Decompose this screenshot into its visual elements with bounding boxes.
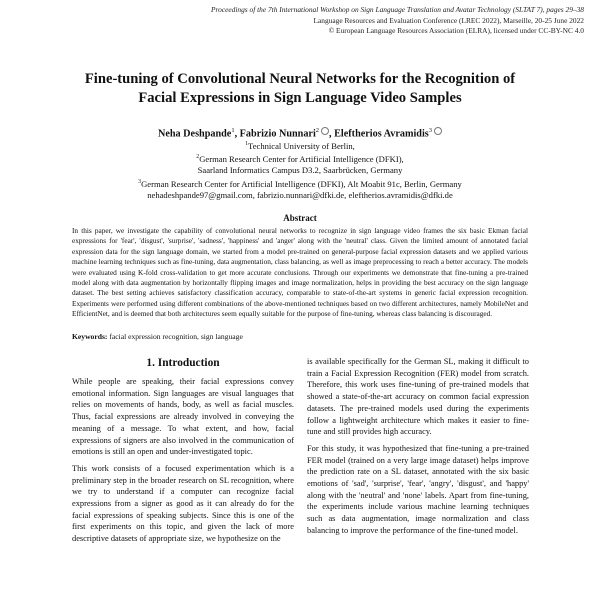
author-emails: nehadeshpande97@gmail.com, fabrizio.nunnari@dfki.de, eleftherios.avramidis@dfki.de [147,189,453,200]
author-affil-mark: 1 [231,127,235,134]
paragraph: While people are speaking, their facial expressions convey emotional information. Sign languages are visual languages that relies on movements of hands, body, as well as facial muscles. Thus, facial expressions are already involved in conveying the meaning of a message. To what extent, and how, facial expressions of signers are also involved in the communication of emotions is still an open and under-investigated topic. [72,377,294,457]
header-conference: Language Resources and Evaluation Conference (LREC 2022), Marseille, 20-25 June 2022 [313,15,584,25]
paper-title [30,70,570,108]
paragraph: is available specifically for the German SL, making it difficult to train a Facial Expression Recognition (FER) model from scratch. Therefore, this work uses fine-tuning of pre-trained models that showed a state-of-the-art accuracy on common facial expression datasets. The pre-trained models used during the experiments follow a lightweight architecture which makes it easier to fine-tune and still provides high accuracy. [307,357,529,437]
paragraph: This work consists of a focused experimentation which is a preliminary step in the broader research on SL recognition, where we try to understand if a computer can recognize facial expressions from a signer as good as it can already do for the facial expressions of speaking subjects. Since this is one of the first experiments on this topic, and given the lack of more descriptive datasets of appropriate size, we hypothesize on the [72,463,294,544]
author-name: Eleftherios Avramidis [334,128,429,140]
affiliations [30,139,570,201]
title-line-2: Facial Expressions in Sign Language Video Samples [138,90,462,106]
keywords-label: Keywords: [72,332,108,341]
paragraph: For this study, it was hypothesized that fine-tuning a pre-trained FER model (trained on a very large image dataset) helps improve the prediction rate on a SL dataset, annotated with the six basic emotions of 'sad', 'surprise', 'fear', 'angry', 'disgust', and 'happy' along with the 'neutral' and 'none' labels. Apart from fine-tuning, the experiments include various machine learning techniques such as data augmentation, image normalization and class balancing to improve the performance of the fine-tuned model. [307,443,529,535]
header-license: © European Language Resources Association (ELRA), licensed under CC-BY-NC 4.0 [328,26,584,35]
abstract-heading: Abstract [283,213,317,223]
title-line-1: Fine-tuning of Convolutional Neural Networks for the Recognition of [84,71,516,87]
orcid-icon[interactable] [434,127,442,135]
affiliation-line: $^2$German Research Center for Artificial Intelligence (DFKI), [196,154,404,165]
author-separator: , [329,128,335,140]
author-name: Neha Deshpande [158,128,232,140]
affiliation-line: $^3$German Research Center for Artificial Intelligence (DFKI), Alt Moabit 91c, Berlin, Germany [138,178,462,189]
author-separator: , [234,128,240,140]
body-column-right [307,356,529,542]
author-affil-mark: 2 [315,127,320,134]
body-column-left [72,376,294,550]
header-proceedings: Proceedings of the 7th International Workshop on Sign Language Translation and Avatar Technology (SLTAT 7), pages 29–38 [210,5,584,14]
affiliation-line: $^1$Technical University of Berlin, [245,140,355,151]
running-header [144,5,584,37]
affiliation-line: Saarland Informatics Campus D3.2, Saarbrücken, Germany [197,165,403,176]
author-affil-mark: 3 [428,127,432,134]
keywords [72,332,528,342]
abstract-text: In this paper, we investigate the capability of convolutional neural networks to recognize in sign language video frames the six basic Ekman facial expressions for 'fear', 'disgust', 'surprise', 'sadness', 'happiness' and 'anger' along with the 'neutral' class. Given the limited amount of annotated facial expression data for the sign language domain, we started from a model pre-trained on general-purpose facial expression datasets and we applied various machine learning techniques such as fine-tuning, data augmentation, class balancing, as well as image preprocessing to reach a better accuracy. The models were evaluated using K-fold cross-validation to get more accurate conclusions. Through our experiments we demonstrate that fine-tuning a pre-trained model along with data augmentation by horizontally flipping images and image normalization, helps in providing the best accuracy on the sign language dataset. The best setting achieves satisfactory classification accuracy, comparable to state-of-the-art systems in generic facial expression recognition. Experiments were performed using different combinations of the above-mentioned techniques based on two different architectures, namely MobileNet and EfficientNet, and is deemed that both architectures seem equally suitable for the purpose of fine-tuning, whereas class balancing is discouraged. [72,226,528,319]
section-heading-introduction: 1. Introduction [146,357,220,369]
author-name: Fabrizio Nunnari [239,128,316,140]
orcid-icon[interactable] [321,127,329,135]
keywords-text: facial expression recognition, sign language [107,332,243,341]
